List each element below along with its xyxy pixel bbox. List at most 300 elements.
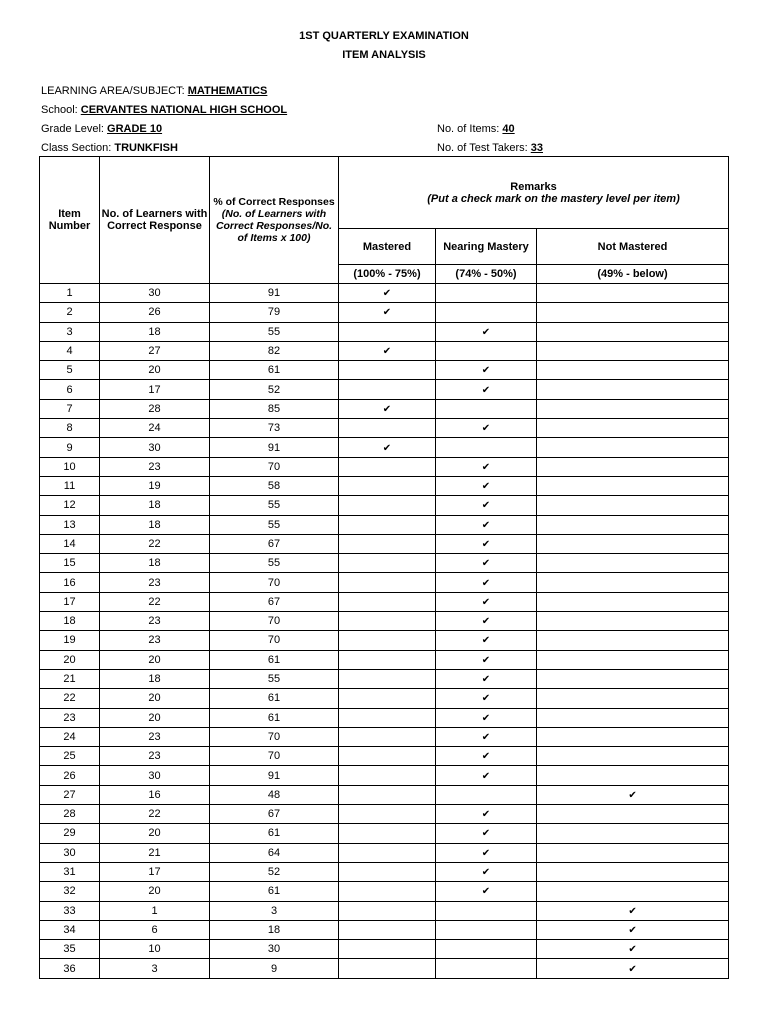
check-mark-icon: ✔	[481, 481, 491, 493]
takers-line	[437, 142, 543, 154]
check-mark-icon: ✔	[628, 905, 637, 917]
nearing-mastery-cell	[436, 843, 537, 862]
nearing-mastery-cell	[436, 496, 537, 515]
item-number-cell: 24	[40, 727, 100, 746]
nearing-mastery-cell	[436, 573, 537, 592]
percent-correct-cell: 3	[210, 901, 339, 920]
not-mastered-cell	[537, 419, 729, 438]
school-value: CERVANTES NATIONAL HIGH SCHOOL	[80, 104, 288, 116]
check-mark-icon: ✔	[481, 596, 491, 608]
nearing-mastery-cell	[436, 515, 537, 534]
table-row	[40, 380, 729, 399]
not-mastered-cell	[537, 380, 729, 399]
percent-correct-cell: 55	[210, 554, 339, 573]
learners-correct-cell: 19	[100, 476, 210, 495]
learners-correct-cell: 16	[100, 785, 210, 804]
school-line	[41, 104, 287, 116]
subject-line	[41, 85, 267, 97]
percent-correct-cell: 61	[210, 361, 339, 380]
table-row	[40, 457, 729, 476]
not-mastered-cell	[537, 766, 729, 785]
not-mastered-cell	[537, 515, 729, 534]
not-mastered-cell	[537, 457, 729, 476]
item-number-cell: 36	[40, 959, 100, 978]
percent-correct-cell: 79	[210, 303, 339, 322]
percent-correct-cell: 70	[210, 727, 339, 746]
mastered-cell	[339, 592, 436, 611]
nearing-mastery-cell	[436, 554, 537, 573]
section-value: TRUNKFISH	[114, 142, 178, 154]
table-row	[40, 747, 729, 766]
learners-correct-cell: 20	[100, 708, 210, 727]
not-mastered-cell	[537, 476, 729, 495]
not-mastered-cell	[537, 284, 729, 303]
percent-correct-cell: 70	[210, 747, 339, 766]
takers-label: No. of Test Takers:	[437, 142, 531, 154]
not-mastered-cell	[537, 361, 729, 380]
learners-correct-cell: 18	[100, 554, 210, 573]
percent-correct-cell: 91	[210, 284, 339, 303]
mastered-cell	[339, 496, 436, 515]
check-mark-icon: ✔	[628, 924, 637, 936]
table-row	[40, 669, 729, 688]
nearing-mastery-cell	[436, 959, 537, 978]
percent-correct-cell: 61	[210, 650, 339, 669]
nearing-mastery-cell	[436, 669, 537, 688]
learners-correct-cell: 23	[100, 631, 210, 650]
learners-correct-cell: 23	[100, 747, 210, 766]
table-row	[40, 805, 729, 824]
table-row	[40, 399, 729, 418]
learners-correct-cell: 20	[100, 882, 210, 901]
range-nearing: (74% - 50%)	[436, 265, 537, 284]
not-mastered-cell	[537, 650, 729, 669]
not-mastered-cell	[537, 882, 729, 901]
mastered-cell	[339, 901, 436, 920]
learners-correct-cell: 22	[100, 805, 210, 824]
percent-correct-cell: 70	[210, 573, 339, 592]
subject-value: MATHEMATICS	[187, 85, 268, 97]
item-number-cell: 10	[40, 457, 100, 476]
check-mark-icon: ✔	[481, 539, 491, 550]
item-analysis-table	[39, 156, 729, 979]
check-mark-icon: ✔	[382, 442, 392, 454]
table-row	[40, 689, 729, 708]
header-nearing-mastery: Nearing Mastery	[436, 229, 537, 265]
mastered-cell	[339, 650, 436, 669]
nearing-mastery-cell	[436, 534, 537, 553]
learners-correct-cell: 30	[100, 438, 210, 457]
nearing-mastery-cell	[436, 727, 537, 746]
item-number-cell: 35	[40, 940, 100, 959]
mastered-cell	[339, 766, 436, 785]
not-mastered-cell	[537, 612, 729, 631]
mastered-cell	[339, 476, 436, 495]
percent-correct-cell: 91	[210, 438, 339, 457]
table-row	[40, 284, 729, 303]
check-mark-icon: ✔	[481, 847, 491, 859]
item-number-cell: 29	[40, 824, 100, 843]
percent-correct-cell: 52	[210, 862, 339, 881]
item-number-cell: 1	[40, 284, 100, 303]
grade-value: GRADE 10	[107, 123, 163, 135]
table-row	[40, 631, 729, 650]
table-row	[40, 612, 729, 631]
school-label: School:	[41, 104, 81, 116]
mastered-cell	[339, 322, 436, 341]
item-number-cell: 14	[40, 534, 100, 553]
nearing-mastery-cell	[436, 824, 537, 843]
remarks-title: Remarks	[510, 180, 557, 193]
table-row	[40, 862, 729, 881]
not-mastered-cell	[537, 727, 729, 746]
table-row	[40, 534, 729, 553]
table-row	[40, 515, 729, 534]
not-mastered-cell	[537, 747, 729, 766]
check-mark-icon: ✔	[481, 519, 491, 531]
table-row	[40, 476, 729, 495]
item-number-cell: 11	[40, 476, 100, 495]
table-row	[40, 650, 729, 669]
nearing-mastery-cell	[436, 901, 537, 920]
percent-correct-cell: 85	[210, 399, 339, 418]
item-number-cell: 9	[40, 438, 100, 457]
check-mark-icon: ✔	[481, 867, 491, 879]
items-value: 40	[502, 123, 515, 135]
nearing-mastery-cell	[436, 341, 537, 360]
item-number-cell: 28	[40, 805, 100, 824]
percent-correct-cell: 30	[210, 940, 339, 959]
table-row	[40, 901, 729, 920]
learners-correct-cell: 20	[100, 689, 210, 708]
nearing-mastery-cell	[436, 380, 537, 399]
check-mark-icon: ✔	[481, 461, 491, 473]
not-mastered-cell	[537, 785, 729, 804]
header-not-mastered: Not Mastered	[537, 229, 729, 265]
not-mastered-cell	[537, 689, 729, 708]
learners-correct-cell: 30	[100, 766, 210, 785]
item-number-cell: 23	[40, 708, 100, 727]
range-not-mastered: (49% - below)	[537, 265, 729, 284]
mastered-cell	[339, 727, 436, 746]
check-mark-icon: ✔	[481, 577, 491, 589]
mastered-cell	[339, 959, 436, 978]
not-mastered-cell	[537, 554, 729, 573]
nearing-mastery-cell	[436, 940, 537, 959]
item-number-cell: 22	[40, 689, 100, 708]
percent-correct-cell: 48	[210, 785, 339, 804]
percent-correct-cell: 70	[210, 631, 339, 650]
mastered-cell	[339, 284, 436, 303]
mastered-cell	[339, 554, 436, 573]
learners-correct-cell: 17	[100, 862, 210, 881]
nearing-mastery-cell	[436, 920, 537, 939]
learners-correct-cell: 23	[100, 457, 210, 476]
not-mastered-cell	[537, 631, 729, 650]
learners-correct-cell: 17	[100, 380, 210, 399]
range-mastered: (100% - 75%)	[339, 265, 436, 284]
check-mark-icon: ✔	[481, 558, 491, 570]
item-number-cell: 21	[40, 669, 100, 688]
percent-correct-cell: 67	[210, 805, 339, 824]
not-mastered-cell	[537, 496, 729, 515]
learners-correct-cell: 20	[100, 361, 210, 380]
table-row	[40, 554, 729, 573]
mastered-cell	[339, 380, 436, 399]
nearing-mastery-cell	[436, 476, 537, 495]
table-row	[40, 940, 729, 959]
table-row	[40, 496, 729, 515]
learners-correct-cell: 22	[100, 534, 210, 553]
not-mastered-cell	[537, 399, 729, 418]
mastered-cell	[339, 419, 436, 438]
check-mark-icon: ✔	[481, 635, 491, 647]
check-mark-icon: ✔	[481, 712, 491, 724]
learners-correct-cell: 3	[100, 959, 210, 978]
learners-correct-cell: 20	[100, 650, 210, 669]
mastered-cell	[339, 534, 436, 553]
mastered-cell	[339, 303, 436, 322]
table-row	[40, 727, 729, 746]
table-row	[40, 303, 729, 322]
percent-correct-cell: 61	[210, 708, 339, 727]
exam-subtitle: ITEM ANALYSIS	[342, 49, 426, 61]
item-number-cell: 2	[40, 303, 100, 322]
header-mastered: Mastered	[339, 229, 436, 265]
item-number-cell: 3	[40, 322, 100, 341]
nearing-mastery-cell	[436, 612, 537, 631]
mastered-cell	[339, 824, 436, 843]
nearing-mastery-cell	[436, 785, 537, 804]
learners-correct-cell: 26	[100, 303, 210, 322]
not-mastered-cell	[537, 592, 729, 611]
percent-correct-cell: 67	[210, 592, 339, 611]
percent-correct-cell: 73	[210, 419, 339, 438]
item-number-cell: 25	[40, 747, 100, 766]
item-number-cell: 8	[40, 419, 100, 438]
item-number-cell: 34	[40, 920, 100, 939]
percent-correct-cell: 52	[210, 380, 339, 399]
item-number-cell: 26	[40, 766, 100, 785]
check-mark-icon: ✔	[481, 674, 491, 686]
check-mark-icon: ✔	[481, 693, 491, 705]
percent-correct-cell: 61	[210, 882, 339, 901]
check-mark-icon: ✔	[481, 828, 491, 840]
check-mark-icon: ✔	[628, 963, 637, 975]
nearing-mastery-cell	[436, 322, 537, 341]
check-mark-icon: ✔	[382, 403, 392, 415]
nearing-mastery-cell	[436, 747, 537, 766]
check-mark-icon: ✔	[481, 365, 491, 377]
percent-correct-cell: 55	[210, 322, 339, 341]
not-mastered-cell	[537, 843, 729, 862]
takers-value: 33	[530, 142, 543, 154]
mastered-cell	[339, 940, 436, 959]
percent-correct-cell: 18	[210, 920, 339, 939]
nearing-mastery-cell	[436, 361, 537, 380]
check-mark-icon: ✔	[481, 809, 491, 821]
mastered-cell	[339, 862, 436, 881]
mastered-cell	[339, 457, 436, 476]
nearing-mastery-cell	[436, 399, 537, 418]
mastered-cell	[339, 515, 436, 534]
check-mark-icon: ✔	[481, 770, 491, 782]
percent-correct-cell: 55	[210, 496, 339, 515]
not-mastered-cell	[537, 708, 729, 727]
learners-correct-cell: 1	[100, 901, 210, 920]
nearing-mastery-cell	[436, 457, 537, 476]
check-mark-icon: ✔	[382, 288, 392, 300]
table-body	[40, 284, 729, 979]
header-percent-correct	[210, 157, 339, 284]
percent-correct-cell: 55	[210, 515, 339, 534]
table-row	[40, 361, 729, 380]
learners-correct-cell: 10	[100, 940, 210, 959]
nearing-mastery-cell	[436, 766, 537, 785]
learners-correct-cell: 18	[100, 496, 210, 515]
item-number-cell: 31	[40, 862, 100, 881]
table-row	[40, 438, 729, 457]
exam-title: 1ST QUARTERLY EXAMINATION	[299, 30, 469, 42]
mastered-cell	[339, 920, 436, 939]
mastered-cell	[339, 631, 436, 650]
table-row	[40, 920, 729, 939]
item-number-cell: 16	[40, 573, 100, 592]
mastered-cell	[339, 341, 436, 360]
percent-correct-cell: 9	[210, 959, 339, 978]
item-number-cell: 13	[40, 515, 100, 534]
table-row	[40, 843, 729, 862]
learners-correct-cell: 27	[100, 341, 210, 360]
table-row	[40, 341, 729, 360]
item-number-cell: 12	[40, 496, 100, 515]
check-mark-icon: ✔	[382, 346, 392, 358]
nearing-mastery-cell	[436, 805, 537, 824]
nearing-mastery-cell	[436, 650, 537, 669]
percent-correct-cell: 70	[210, 612, 339, 631]
percent-correct-cell: 67	[210, 534, 339, 553]
learners-correct-cell: 18	[100, 669, 210, 688]
check-mark-icon: ✔	[481, 731, 491, 743]
item-number-cell: 20	[40, 650, 100, 669]
check-mark-icon: ✔	[481, 616, 491, 628]
item-number-cell: 17	[40, 592, 100, 611]
not-mastered-cell	[537, 669, 729, 688]
learners-correct-cell: 21	[100, 843, 210, 862]
learners-correct-cell: 20	[100, 824, 210, 843]
check-mark-icon: ✔	[481, 423, 491, 435]
nearing-mastery-cell	[436, 284, 537, 303]
not-mastered-cell	[537, 940, 729, 959]
mastered-cell	[339, 882, 436, 901]
nearing-mastery-cell	[436, 631, 537, 650]
not-mastered-cell	[537, 901, 729, 920]
percent-correct-cell: 82	[210, 341, 339, 360]
nearing-mastery-cell	[436, 689, 537, 708]
mastered-cell	[339, 573, 436, 592]
learners-correct-cell: 23	[100, 727, 210, 746]
item-number-cell: 30	[40, 843, 100, 862]
nearing-mastery-cell	[436, 438, 537, 457]
header-learners-correct: No. of Learners with Correct Response	[100, 157, 210, 284]
percent-correct-cell: 55	[210, 669, 339, 688]
item-number-cell: 32	[40, 882, 100, 901]
check-mark-icon: ✔	[481, 384, 491, 396]
table-row	[40, 592, 729, 611]
not-mastered-cell	[537, 534, 729, 553]
check-mark-icon: ✔	[481, 500, 491, 512]
mastered-cell	[339, 399, 436, 418]
learners-correct-cell: 30	[100, 284, 210, 303]
items-line	[437, 123, 515, 135]
subject-label: LEARNING AREA/SUBJECT:	[41, 85, 188, 97]
not-mastered-cell	[537, 573, 729, 592]
percent-correct-cell: 61	[210, 824, 339, 843]
not-mastered-cell	[537, 303, 729, 322]
percent-header-formula: (No. of Learners with Correct Responses/No. of Items x 100)	[215, 208, 333, 244]
table-row	[40, 573, 729, 592]
nearing-mastery-cell	[436, 592, 537, 611]
mastered-cell	[339, 843, 436, 862]
not-mastered-cell	[537, 920, 729, 939]
not-mastered-cell	[537, 824, 729, 843]
percent-correct-cell: 58	[210, 476, 339, 495]
percent-correct-cell: 64	[210, 843, 339, 862]
learners-correct-cell: 18	[100, 322, 210, 341]
item-number-cell: 15	[40, 554, 100, 573]
table-row	[40, 766, 729, 785]
percent-correct-cell: 91	[210, 766, 339, 785]
not-mastered-cell	[537, 341, 729, 360]
item-number-cell: 33	[40, 901, 100, 920]
section-line	[41, 142, 178, 154]
item-number-cell: 6	[40, 380, 100, 399]
check-mark-icon: ✔	[382, 307, 392, 319]
learners-correct-cell: 18	[100, 515, 210, 534]
mastered-cell	[339, 708, 436, 727]
check-mark-icon: ✔	[481, 654, 491, 666]
nearing-mastery-cell	[436, 419, 537, 438]
mastered-cell	[339, 438, 436, 457]
item-number-cell: 5	[40, 361, 100, 380]
not-mastered-cell	[537, 959, 729, 978]
remarks-note: (Put a check mark on the mastery level per item)	[427, 192, 680, 205]
table-row	[40, 959, 729, 978]
section-label: Class Section:	[41, 142, 115, 154]
percent-header-title: % of Correct Responses	[213, 196, 335, 208]
table-row	[40, 708, 729, 727]
learners-correct-cell: 6	[100, 920, 210, 939]
grade-line	[41, 123, 162, 135]
not-mastered-cell	[537, 862, 729, 881]
table-row	[40, 824, 729, 843]
mastered-cell	[339, 805, 436, 824]
mastered-cell	[339, 612, 436, 631]
item-number-cell: 18	[40, 612, 100, 631]
not-mastered-cell	[537, 322, 729, 341]
percent-correct-cell: 61	[210, 689, 339, 708]
mastered-cell	[339, 669, 436, 688]
table-row	[40, 419, 729, 438]
percent-correct-cell: 70	[210, 457, 339, 476]
check-mark-icon: ✔	[481, 326, 491, 338]
not-mastered-cell	[537, 438, 729, 457]
header-remarks	[339, 157, 729, 229]
learners-correct-cell: 23	[100, 612, 210, 631]
header-item-number: Item Number	[40, 157, 100, 284]
check-mark-icon: ✔	[481, 751, 491, 763]
learners-correct-cell: 28	[100, 399, 210, 418]
